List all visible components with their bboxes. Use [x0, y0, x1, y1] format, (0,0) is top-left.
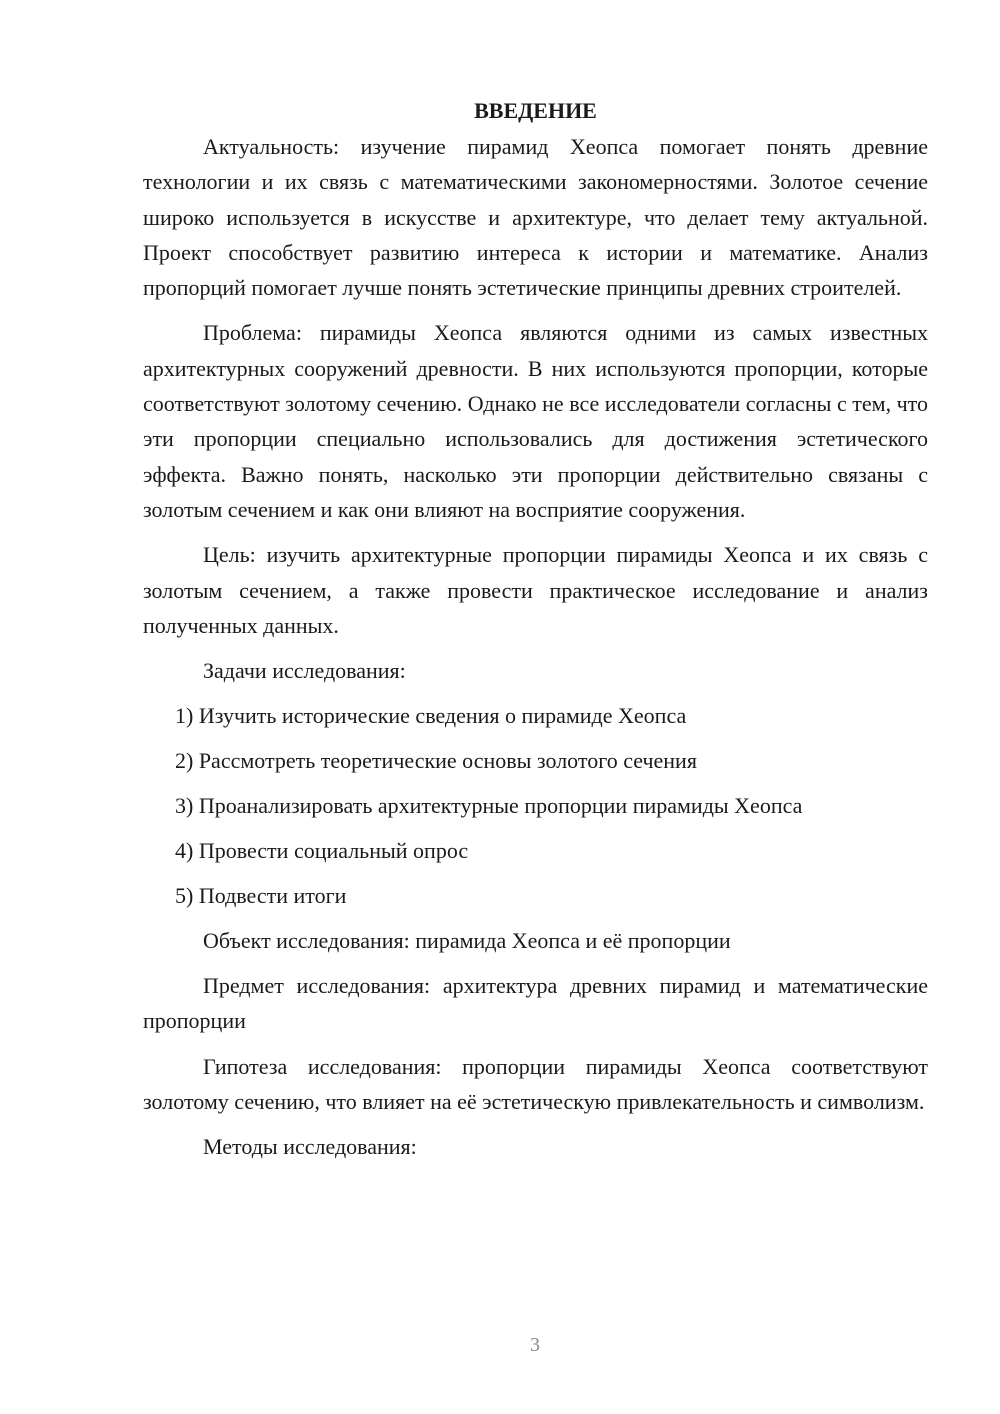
problem-paragraph: Проблема: пирамиды Хеопса являются одними из самых известных архитектурных сооружений древности. В них используются пропорции, которые соответствуют золотому сечению. Однако не все исследователи согласны с тем, что эти пропорции специально использовались для достижения эстетического эффекта. Важно понять, насколько эти пропорции действительно связаны с золотым сечением и как они влияют на восприятие сооружения. — [143, 320, 928, 522]
tasks-list — [143, 698, 928, 913]
section-title: ВВЕДЕНИЕ — [474, 98, 597, 123]
subject-paragraph: Предмет исследования: архитектура древних пирамид и математические пропорции — [143, 973, 928, 1034]
object-paragraph: Объект исследования: пирамида Хеопса и её пропорции — [203, 928, 731, 954]
list-item: 5) Подвести итоги — [175, 883, 347, 909]
list-item: 3) Проанализировать архитектурные пропорции пирамиды Хеопса — [175, 793, 803, 819]
tasks-heading: Задачи исследования: — [203, 658, 406, 684]
list-item: 1) Изучить исторические сведения о пирамиде Хеопса — [175, 703, 687, 729]
list-item: 2) Рассмотреть теоретические основы золотого сечения — [175, 748, 697, 774]
list-item: 4) Провести социальный опрос — [175, 838, 469, 864]
relevance-paragraph: Актуальность: изучение пирамид Хеопса помогает понять древние технологии и их связь с математическими закономерностями. Золотое сечение широко используется в искусстве и архитектуре, что делает тему актуальной. Проект способствует развитию интереса к истории и математике. Анализ пропорций помогает лучше понять эстетические принципы древних строителей. — [143, 134, 928, 301]
goal-paragraph: Цель: изучить архитектурные пропорции пирамиды Хеопса и их связь с золотым сечением, а также провести практическое исследование и анализ полученных данных. — [143, 542, 928, 638]
document-page — [143, 93, 928, 1174]
page-number: 3 — [530, 1334, 540, 1356]
methods-heading: Методы исследования: — [203, 1134, 417, 1160]
hypothesis-paragraph: Гипотеза исследования: пропорции пирамиды Хеопса соответствуют золотому сечению, что влияет на её эстетическую привлекательность и символизм. — [143, 1053, 928, 1115]
